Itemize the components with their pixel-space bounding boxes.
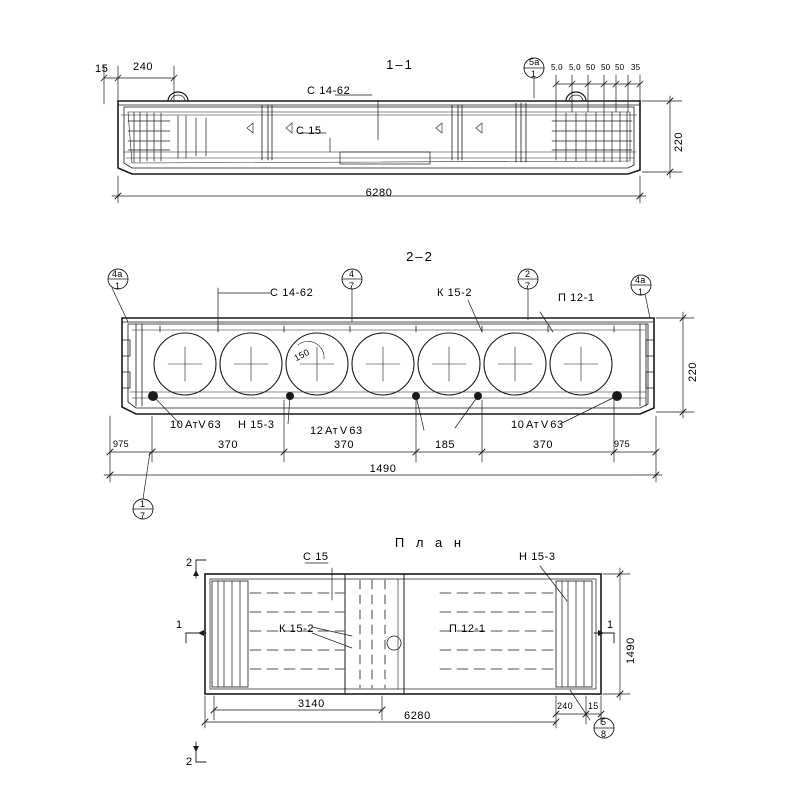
mark-plan-k15-2: К 15-2	[279, 623, 315, 635]
view-title-1-1: 1–1	[386, 57, 414, 72]
callout-1-1-5a-sheet: 1	[531, 69, 537, 79]
dim-plan-3140: 3140	[298, 698, 325, 710]
dim-plan-6280: 6280	[404, 710, 431, 722]
dim-plan-1490: 1490	[625, 637, 637, 664]
dim-1-1-left-240: 240	[133, 61, 154, 73]
view-title-plan: П л а н	[394, 535, 466, 550]
section-mark-plan-1-right: 1	[607, 619, 614, 631]
mark-2-2-n15-3: Н 15-3	[238, 419, 275, 431]
mark-1-1-c15: С 15	[296, 125, 322, 137]
mark-2-2-12at5-63: 12 Ат V 63	[310, 425, 363, 437]
section-mark-plan-2-bottom: 2	[186, 756, 193, 768]
dim-2-2-370-3: 370	[533, 439, 554, 451]
dim-1-1-right-1: 5,0	[569, 63, 581, 72]
dim-2-2-975-right: 975	[614, 439, 630, 449]
mark-2-2-k15-2: К 15-2	[437, 287, 473, 299]
note-2-2-150: 150	[292, 346, 312, 364]
callout-2-2-4-sheet: 7	[349, 281, 355, 291]
dim-2-2-overall: 1490	[369, 463, 397, 475]
dim-plan-15: 15	[588, 701, 599, 711]
dim-2-2-height: 220	[687, 361, 699, 382]
callout-2-2-4: 4	[349, 269, 355, 279]
dim-plan-240: 240	[557, 701, 573, 711]
dim-1-1-right-5: 35	[631, 63, 641, 72]
view-title-2-2: 2–2	[406, 249, 434, 264]
callout-2-2-4a-left: 4a	[112, 269, 123, 279]
mark-2-2-p12-1: П 12-1	[558, 292, 595, 304]
dim-1-1-left-15: 15	[95, 63, 109, 75]
dim-2-2-370-1: 370	[218, 439, 239, 451]
callout-2-2-2-sheet: 7	[525, 281, 531, 291]
dim-1-1-overall: 6280	[365, 187, 393, 199]
callout-plan-5-sheet: 8	[601, 729, 607, 739]
mark-plan-p12-1: П 12-1	[449, 623, 486, 635]
callout-2-2-4a-right: 4a	[635, 275, 646, 285]
mark-1-1-c14-62: С 14-62	[307, 85, 351, 97]
dim-1-1-right-0: 5,0	[551, 63, 563, 72]
section-mark-plan-2-top: 2	[186, 557, 193, 569]
callout-plan-5: 5	[601, 717, 607, 727]
mark-plan-n15-3: Н 15-3	[519, 551, 556, 563]
dim-1-1-right-4: 50	[615, 63, 625, 72]
dim-2-2-185: 185	[435, 439, 456, 451]
callout-1-1-5a: 5a	[529, 57, 540, 67]
callout-2-2-2: 2	[525, 269, 531, 279]
dim-2-2-370-2: 370	[334, 439, 355, 451]
dim-2-2-975-left: 975	[113, 439, 129, 449]
mark-2-2-c14-62: С 14-62	[270, 287, 314, 299]
mark-plan-c15: С 15	[303, 551, 329, 563]
callout-2-2-1-sheet: 7	[140, 511, 146, 521]
callout-2-2-1: 1	[140, 499, 146, 509]
section-mark-plan-1-left: 1	[176, 619, 183, 631]
dim-1-1-right-2: 50	[586, 63, 596, 72]
mark-2-2-10at5-63-left: 10 АтV 63	[170, 419, 222, 431]
callout-2-2-4a-left-sheet: 1	[115, 281, 121, 291]
dim-1-1-height: 220	[673, 131, 685, 152]
callout-2-2-4a-right-sheet: 1	[638, 287, 644, 297]
dim-1-1-right-3: 50	[601, 63, 611, 72]
mark-2-2-10at5-63-right: 10 Ат V 63	[511, 419, 564, 431]
